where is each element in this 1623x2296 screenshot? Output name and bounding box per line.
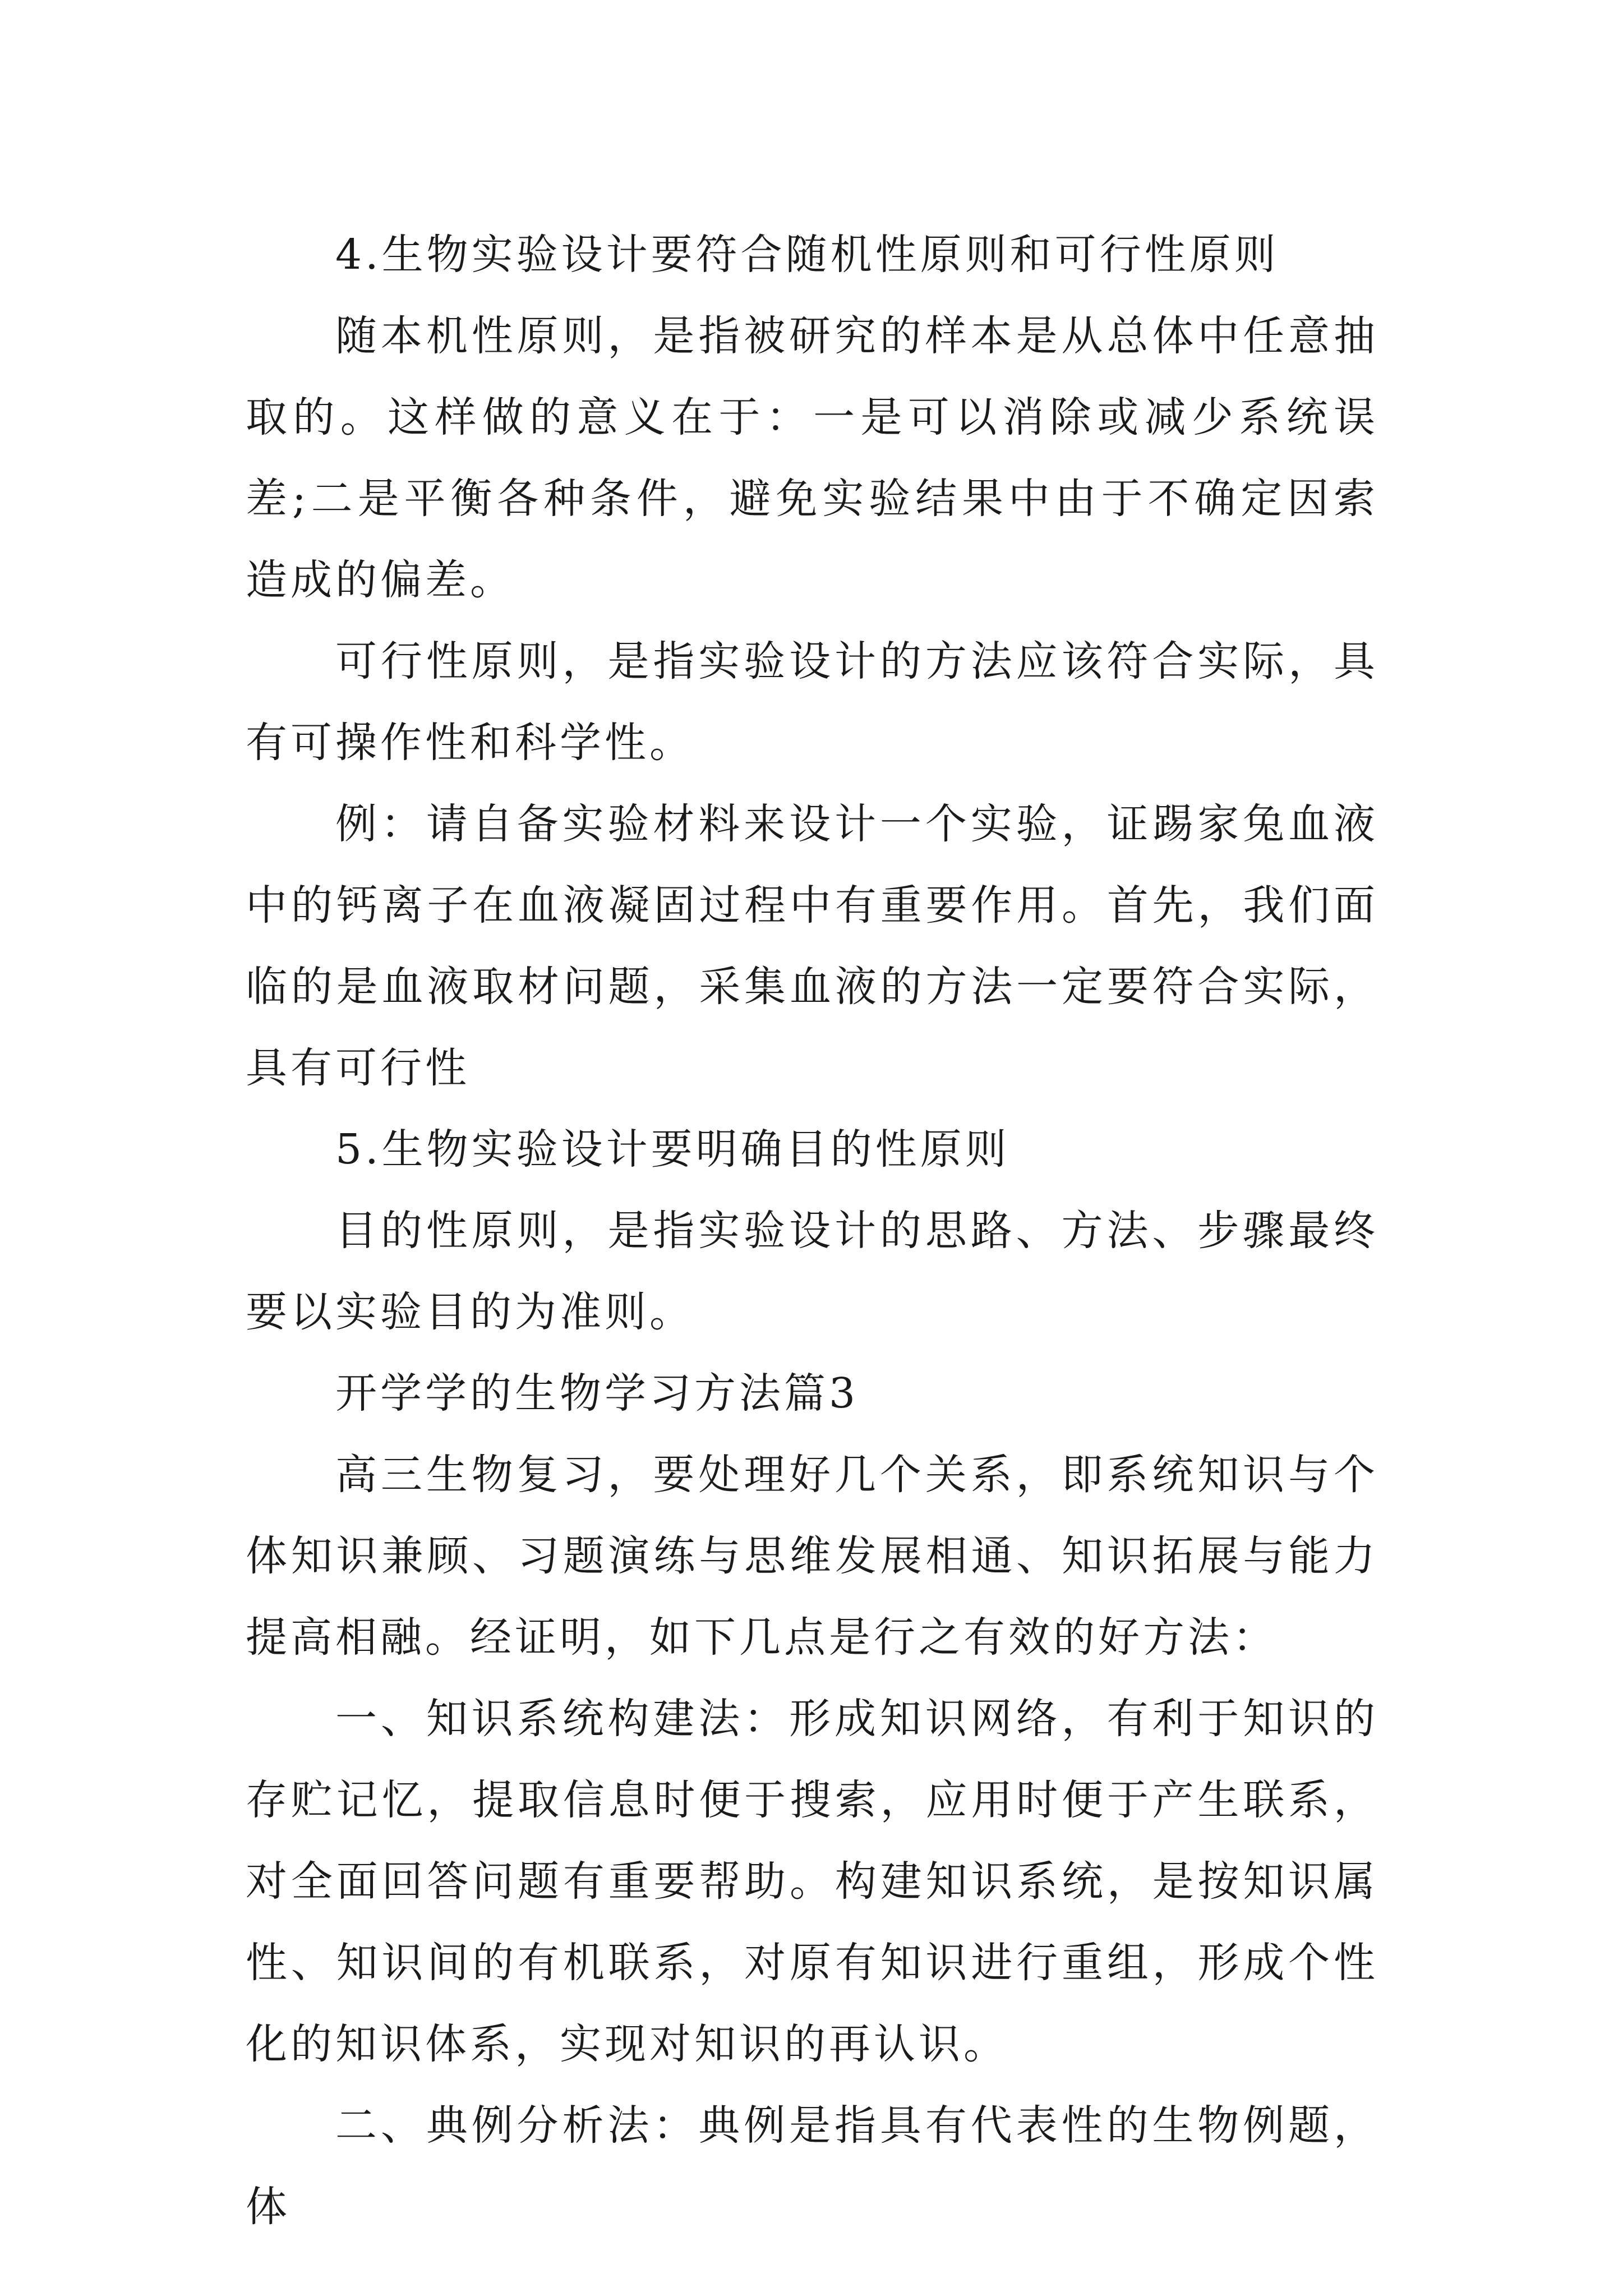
paragraph-method-1: 一、知识系统构建法：形成知识网络，有利于知识的存贮记忆，提取信息时便于搜索，应用时便于产生联系，对全面回答问题有重要帮助。构建知识系统，是按知识属性、知识间的有机联系，对原有知识进行重组，形成个性化的知识体系，实现对知识的再认识。 [246, 1695, 1378, 2068]
paragraph-example: 例：请自备实验材料来设计一个实验，证踢家兔血液中的钙离子在血液凝固过程中有重要作用。首先，我们面临的是血液取材问题，采集血液的方法一定要符合实际，具有可行性 [246, 800, 1378, 1092]
paragraph-randomness: 随本机性原则，是指被研究的样本是从总体中任意抽取的。这样做的意义在于：一是可以消除或减少系统误差;二是平衡各种条件，避免实验结果中由于不确定因索造成的偏差。 [246, 312, 1378, 604]
section-title-3: 开学学的生物学习方法篇3 [335, 1369, 859, 1418]
document-body [246, 214, 1378, 2248]
heading-principle-4: 4.生物实验设计要符合随机性原则和可行性原则 [335, 231, 1279, 279]
paragraph-method-2: 二、典例分析法：典例是指具有代表性的生物例题，体 [246, 2101, 1378, 2231]
paragraph-review: 高三生物复习，要处理好几个关系，即系统知识与个体知识兼顾、习题演练与思维发展相通、知识拓展与能力提高相融。经证明，如下几点是行之有效的好方法： [246, 1451, 1378, 1662]
heading-principle-5: 5.生物实验设计要明确目的性原则 [335, 1125, 1010, 1174]
paragraph-purpose: 目的性原则，是指实验设计的思路、方法、步骤最终要以实验目的为准则。 [246, 1207, 1378, 1336]
paragraph-feasibility: 可行性原则，是指实验设计的方法应该符合实际，具有可操作性和科学性。 [246, 637, 1378, 767]
